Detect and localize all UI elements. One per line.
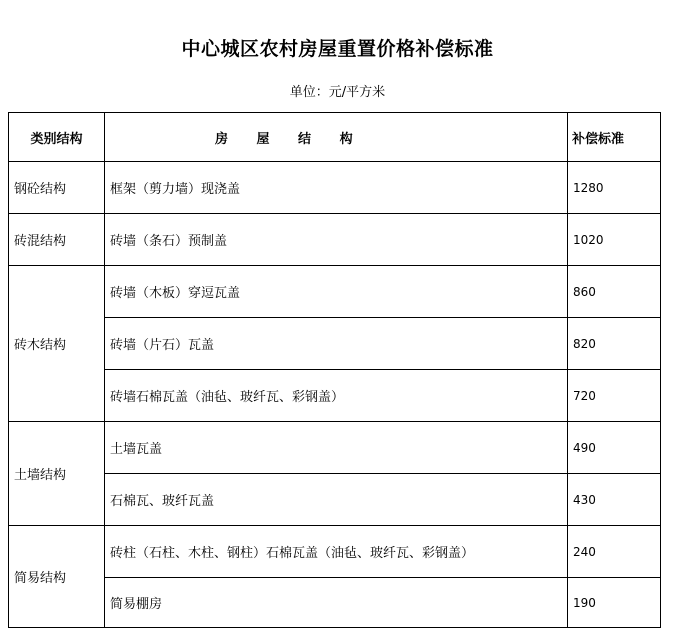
structure-cell: 砖墙石棉瓦盖（油毡、玻纤瓦、彩钢盖） — [105, 370, 568, 422]
category-cell: 砖木结构 — [9, 266, 105, 422]
structure-cell: 砖柱（石柱、木柱、钢柱）石棉瓦盖（油毡、玻纤瓦、彩钢盖） — [105, 526, 568, 578]
standard-cell: 1020 — [568, 214, 661, 266]
table-row — [9, 526, 661, 578]
compensation-table — [8, 112, 661, 628]
header-standard: 补偿标准 — [568, 113, 661, 162]
unit-label: 单位：元/平方米 — [289, 85, 386, 100]
structure-cell: 砖墙（木板）穿逗瓦盖 — [105, 266, 568, 318]
document-title: 中心城区农村房屋重置价格补偿标准 — [181, 38, 494, 60]
table-row — [9, 318, 661, 370]
table-row — [9, 214, 661, 266]
category-cell: 简易结构 — [9, 526, 105, 628]
table-row — [9, 266, 661, 318]
category-cell: 土墙结构 — [9, 422, 105, 526]
standard-cell: 490 — [568, 422, 661, 474]
table-row — [9, 162, 661, 214]
table-row — [9, 370, 661, 422]
structure-cell: 石棉瓦、玻纤瓦盖 — [105, 474, 568, 526]
structure-cell: 简易棚房 — [105, 578, 568, 628]
table-row — [9, 474, 661, 526]
header-category: 类别结构 — [9, 113, 105, 162]
header-structure: 房 屋 结 构 — [105, 113, 568, 162]
category-cell: 钢砼结构 — [9, 162, 105, 214]
category-cell: 砖混结构 — [9, 214, 105, 266]
structure-cell: 框架（剪力墙）现浇盖 — [105, 162, 568, 214]
structure-cell: 土墙瓦盖 — [105, 422, 568, 474]
standard-cell: 720 — [568, 370, 661, 422]
table-row — [9, 578, 661, 628]
standard-cell: 820 — [568, 318, 661, 370]
table-header-row — [9, 113, 661, 162]
structure-cell: 砖墙（条石）预制盖 — [105, 214, 568, 266]
table-row — [9, 422, 661, 474]
standard-cell: 1280 — [568, 162, 661, 214]
standard-cell: 430 — [568, 474, 661, 526]
structure-cell: 砖墙（片石）瓦盖 — [105, 318, 568, 370]
standard-cell: 860 — [568, 266, 661, 318]
standard-cell: 240 — [568, 526, 661, 578]
standard-cell: 190 — [568, 578, 661, 628]
